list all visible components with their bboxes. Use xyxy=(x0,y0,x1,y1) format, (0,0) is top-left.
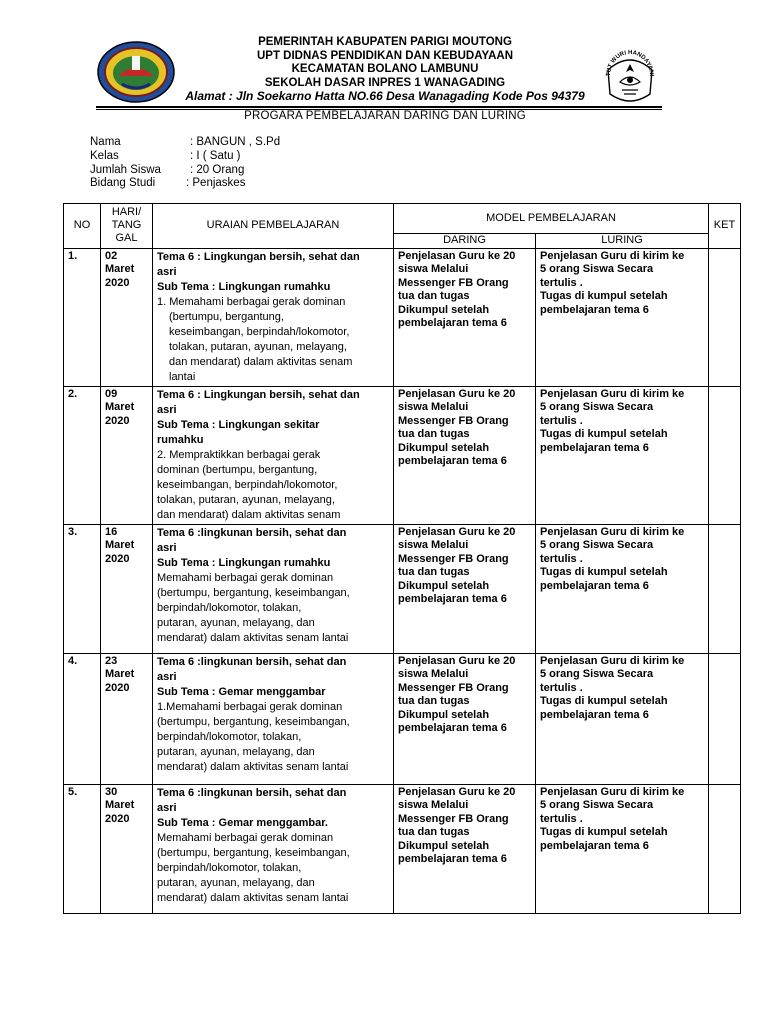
luring-line: Penjelasan Guru di kirim ke xyxy=(540,525,685,538)
uraian-desc-line: tolakan, putaran, ayunan, melayang, xyxy=(157,493,335,506)
luring-line: Penjelasan Guru di kirim ke xyxy=(540,654,685,667)
date-year: 2020 xyxy=(105,812,130,825)
row-date xyxy=(101,784,153,913)
daring-line: Penjelasan Guru ke 20 xyxy=(398,525,516,538)
ket-cell xyxy=(709,653,741,784)
uraian-desc-line: tolakan, putaran, ayunan, melayang, xyxy=(169,340,347,353)
luring-line: pembelajaran tema 6 xyxy=(540,303,649,316)
daring-line: Penjelasan Guru ke 20 xyxy=(398,785,516,798)
uraian-desc-line: (bertumpu, bergantung, keseimbangan, xyxy=(157,846,350,859)
daring-line: tua dan tugas xyxy=(398,428,470,440)
uraian-subtema-line: rumahku xyxy=(157,433,204,446)
ket-cell xyxy=(709,248,741,386)
uraian-tema-line: asri xyxy=(157,670,177,683)
date-year: 2020 xyxy=(105,552,130,565)
letterhead-address: Alamat : Jln Soekarno Hatta NO.66 Desa Wanagading Kode Pos 94379 xyxy=(185,89,585,104)
header-day-line1: HARI/ xyxy=(111,206,142,219)
uraian-desc-line: 1. Memahami berbagai gerak dominan xyxy=(157,295,346,308)
daring-line: Messenger FB Orang xyxy=(398,276,509,289)
daring-line: pembelajaran tema 6 xyxy=(398,317,507,329)
letterhead-rule-thick xyxy=(96,106,662,108)
date-day: 09 xyxy=(105,387,118,400)
uraian-desc-line: keseimbangan, berpindah/lokomotor, xyxy=(157,478,338,491)
header-daring: DARING xyxy=(394,234,536,249)
uraian-subtema-line: Sub Tema : Lingkungan rumahku xyxy=(157,280,331,293)
uraian-desc-line: mendarat) dalam aktivitas senam lantai xyxy=(157,760,349,773)
uraian-subtema-line: Sub Tema : Lingkungan rumahku xyxy=(157,556,331,569)
daring-line: pembelajaran tema 6 xyxy=(398,722,507,734)
table-row xyxy=(64,524,741,653)
luring-line: Tugas di kumpul setelah xyxy=(540,290,668,302)
date-year: 2020 xyxy=(105,681,130,694)
luring-line: tertulis . xyxy=(540,414,583,427)
uraian-desc-line: berpindah/lokomotor, tolakan, xyxy=(157,601,302,614)
row-date xyxy=(101,248,153,386)
luring-line: Penjelasan Guru di kirim ke xyxy=(540,387,685,400)
date-year: 2020 xyxy=(105,276,130,289)
uraian-desc-line: (bertumpu, bergantung, keseimbangan, xyxy=(157,715,350,728)
uraian-cell xyxy=(153,653,394,784)
header-no: NO xyxy=(64,204,101,249)
row-date xyxy=(101,653,153,784)
luring-line: Tugas di kumpul setelah xyxy=(540,826,668,838)
uraian-desc-line: berpindah/lokomotor, tolakan, xyxy=(157,730,302,743)
uraian-desc-line: putaran, ayunan, melayang, dan xyxy=(157,876,315,889)
date-day: 23 xyxy=(105,654,118,667)
uraian-desc-line: Memahami berbagai gerak dominan xyxy=(157,831,334,844)
date-month: Maret xyxy=(105,539,135,551)
luring-line: pembelajaran tema 6 xyxy=(540,708,649,721)
uraian-desc-line: keseimbangan, berpindah/lokomotor, xyxy=(169,325,350,338)
uraian-desc-line: mendarat) dalam aktivitas senam lantai xyxy=(157,891,349,904)
daring-line: tua dan tugas xyxy=(398,290,470,302)
daring-line: pembelajaran tema 6 xyxy=(398,853,507,865)
table-row xyxy=(64,386,741,524)
table-row xyxy=(64,653,741,784)
luring-line: 5 orang Siswa Secara xyxy=(540,263,654,275)
daring-line: siswa Melalui xyxy=(398,401,469,413)
row-number: 1. xyxy=(64,248,101,386)
row-number: 4. xyxy=(64,653,101,784)
uraian-cell xyxy=(153,248,394,386)
uraian-tema-line: Tema 6 :lingkunan bersih, sehat dan xyxy=(157,786,347,799)
daring-line: Dikumpul setelah xyxy=(398,441,490,454)
ket-cell xyxy=(709,386,741,524)
date-day: 02 xyxy=(105,249,118,262)
header-luring: LURING xyxy=(536,234,709,249)
daring-cell xyxy=(394,386,536,524)
daring-line: Messenger FB Orang xyxy=(398,552,509,565)
luring-line: pembelajaran tema 6 xyxy=(540,579,649,592)
uraian-desc-line: putaran, ayunan, melayang, dan xyxy=(157,745,315,758)
daring-line: Dikumpul setelah xyxy=(398,579,490,592)
daring-line: Messenger FB Orang xyxy=(398,812,509,825)
luring-line: 5 orang Siswa Secara xyxy=(540,401,654,413)
luring-cell xyxy=(536,524,709,653)
uraian-tema-line: asri xyxy=(157,265,177,278)
uraian-desc-line: (bertumpu, bergantung, keseimbangan, xyxy=(157,586,350,599)
luring-line: Tugas di kumpul setelah xyxy=(540,566,668,578)
logo-motto-text: TUT WURI HANDAYANI xyxy=(605,49,655,77)
date-month: Maret xyxy=(105,401,135,413)
uraian-subtema-line: Sub Tema : Gemar menggambar xyxy=(157,685,326,698)
luring-cell xyxy=(536,248,709,386)
luring-line: Tugas di kumpul setelah xyxy=(540,428,668,440)
daring-cell xyxy=(394,653,536,784)
uraian-tema-line: Tema 6 :lingkunan bersih, sehat dan xyxy=(157,526,347,539)
uraian-tema-line: asri xyxy=(157,403,177,416)
daring-cell xyxy=(394,784,536,913)
daring-line: Dikumpul setelah xyxy=(398,303,490,316)
daring-line: tua dan tugas xyxy=(398,826,470,838)
letterhead-line-upt: UPT DIDNAS PENDIDIKAN DAN KEBUDAYAAN xyxy=(256,49,513,62)
row-date xyxy=(101,524,153,653)
tut-wuri-handayani-logo xyxy=(600,42,660,108)
luring-line: 5 orang Siswa Secara xyxy=(540,799,654,811)
header-model: MODEL PEMBELAJARAN xyxy=(394,204,709,234)
letterhead-line-school: SEKOLAH DASAR INPRES 1 WANAGADING xyxy=(264,76,506,89)
uraian-cell xyxy=(153,524,394,653)
date-month: Maret xyxy=(105,799,135,811)
header-day-line3: GAL xyxy=(115,232,138,245)
uraian-desc-line: dan mendarat) dalam aktivitas senam xyxy=(157,508,341,521)
uraian-desc-line: dan mendarat) dalam aktivitas senam xyxy=(169,355,353,368)
header-day-line2: TANG xyxy=(111,219,142,232)
daring-line: Dikumpul setelah xyxy=(398,708,490,721)
luring-cell xyxy=(536,653,709,784)
info-value: : I ( Satu ) xyxy=(190,149,241,162)
luring-line: Penjelasan Guru di kirim ke xyxy=(540,249,685,262)
info-label: Kelas xyxy=(90,149,119,162)
luring-line: pembelajaran tema 6 xyxy=(540,441,649,454)
daring-line: Messenger FB Orang xyxy=(398,681,509,694)
daring-line: pembelajaran tema 6 xyxy=(398,593,507,605)
daring-line: Penjelasan Guru ke 20 xyxy=(398,654,516,667)
info-row-subject xyxy=(90,177,280,191)
uraian-tema-line: Tema 6 :lingkunan bersih, sehat dan xyxy=(157,655,347,668)
svg-text:TUT WURI HANDAYANI xyxy=(606,50,654,77)
daring-line: siswa Melalui xyxy=(398,668,469,680)
uraian-desc-line: (bertumpu, bergantung, xyxy=(169,310,284,323)
uraian-desc-line: putaran, ayunan, melayang, dan xyxy=(157,616,315,629)
daring-line: tua dan tugas xyxy=(398,566,470,578)
daring-line: Messenger FB Orang xyxy=(398,414,509,427)
daring-line: siswa Melalui xyxy=(398,539,469,551)
daring-line: Penjelasan Guru ke 20 xyxy=(398,387,516,400)
uraian-subtema-line: Sub Tema : Lingkungan sekitar xyxy=(157,418,320,431)
uraian-desc-line: dominan (bertumpu, bergantung, xyxy=(157,463,318,476)
header-uraian: URAIAN PEMBELAJARAN xyxy=(153,204,394,249)
uraian-desc-line: 2. Mempraktikkan berbagai gerak xyxy=(157,448,321,461)
date-year: 2020 xyxy=(105,414,130,427)
daring-line: siswa Melalui xyxy=(398,799,469,811)
luring-cell xyxy=(536,784,709,913)
luring-line: 5 orang Siswa Secara xyxy=(540,668,654,680)
luring-cell xyxy=(536,386,709,524)
date-day: 30 xyxy=(105,785,118,798)
info-row-name xyxy=(90,136,280,150)
daring-line: tua dan tugas xyxy=(398,695,470,707)
date-month: Maret xyxy=(105,263,135,275)
date-month: Maret xyxy=(105,668,135,680)
daring-line: Dikumpul setelah xyxy=(398,839,490,852)
uraian-desc-line: mendarat) dalam aktivitas senam lantai xyxy=(157,631,349,644)
ket-cell xyxy=(709,524,741,653)
info-value: : 20 Orang xyxy=(190,163,245,176)
info-label: Jumlah Siswa xyxy=(90,163,161,176)
uraian-cell xyxy=(153,386,394,524)
header-day-date xyxy=(101,204,153,249)
document-title: PROGARA PEMBELAJARAN DARING DAN LURING xyxy=(244,110,526,122)
ket-cell xyxy=(709,784,741,913)
info-value: : BANGUN , S.Pd xyxy=(190,136,281,148)
letterhead-line-government: PEMERINTAH KABUPATEN PARIGI MOUTONG xyxy=(258,36,512,48)
uraian-subtema-line: Sub Tema : Gemar menggambar. xyxy=(157,816,328,829)
row-date xyxy=(101,386,153,524)
uraian-tema-line: Tema 6 : Lingkungan bersih, sehat dan xyxy=(157,388,360,401)
daring-line: siswa Melalui xyxy=(398,263,469,275)
uraian-tema-line: Tema 6 : Lingkungan bersih, sehat dan xyxy=(157,250,360,263)
uraian-cell xyxy=(153,784,394,913)
luring-line: tertulis . xyxy=(540,276,583,289)
luring-line: tertulis . xyxy=(540,812,583,825)
luring-line: pembelajaran tema 6 xyxy=(540,839,649,852)
date-day: 16 xyxy=(105,525,118,538)
uraian-tema-line: asri xyxy=(157,541,177,554)
daring-cell xyxy=(394,524,536,653)
table-row xyxy=(64,784,741,913)
row-number: 5. xyxy=(64,784,101,913)
uraian-desc-line: lantai xyxy=(169,370,196,383)
teacher-info xyxy=(90,136,280,191)
row-number: 2. xyxy=(64,386,101,524)
daring-line: pembelajaran tema 6 xyxy=(398,455,507,467)
info-row-class xyxy=(90,150,280,164)
info-label: Bidang Studi xyxy=(90,177,156,190)
luring-line: tertulis . xyxy=(540,552,583,565)
daring-cell xyxy=(394,248,536,386)
uraian-desc-line: 1.Memahami berbagai gerak dominan xyxy=(157,700,343,713)
header-ket: KET xyxy=(709,204,741,249)
luring-line: Tugas di kumpul setelah xyxy=(540,695,668,707)
row-number: 3. xyxy=(64,524,101,653)
uraian-tema-line: asri xyxy=(157,801,177,814)
luring-line: tertulis . xyxy=(540,681,583,694)
uraian-desc-line: berpindah/lokomotor, tolakan, xyxy=(157,861,302,874)
table-row xyxy=(64,248,741,386)
info-value: : Penjaskes xyxy=(186,177,246,190)
letterhead-line-district: KECAMATAN BOLANO LAMBUNU xyxy=(291,63,479,76)
learning-plan-table xyxy=(63,203,741,914)
letterhead xyxy=(150,36,620,104)
luring-line: 5 orang Siswa Secara xyxy=(540,539,654,551)
uraian-desc-line: Memahami berbagai gerak dominan xyxy=(157,571,334,584)
info-row-students xyxy=(90,164,280,178)
daring-line: Penjelasan Guru ke 20 xyxy=(398,249,516,262)
info-label: Nama xyxy=(90,136,121,148)
luring-line: Penjelasan Guru di kirim ke xyxy=(540,785,685,798)
